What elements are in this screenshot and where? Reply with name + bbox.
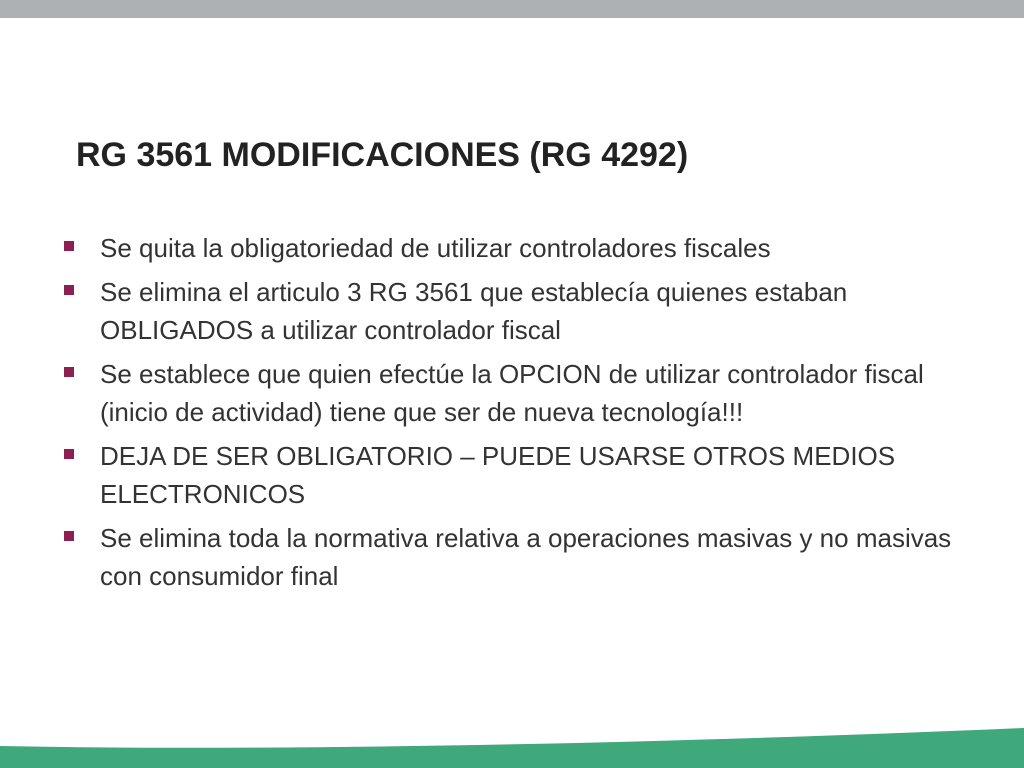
bullet-text: Se quita la obligatoriedad de utilizar controladores fiscales <box>100 233 771 263</box>
bullet-item <box>62 355 962 431</box>
bullet-item <box>62 437 962 513</box>
bottom-accent-bar <box>0 728 1024 768</box>
square-bullet-icon <box>64 241 74 251</box>
square-bullet-icon <box>64 531 74 541</box>
bottom-wave-shape <box>0 728 1024 768</box>
square-bullet-icon <box>64 367 74 377</box>
bullet-text: DEJA DE SER OBLIGATORIO – PUEDE USARSE OTROS MEDIOS ELECTRONICOS <box>100 441 896 509</box>
bullet-item <box>62 229 962 267</box>
slide-title: RG 3561 MODIFICACIONES (RG 4292) <box>76 136 689 174</box>
square-bullet-icon <box>64 449 74 459</box>
bullet-text: Se elimina toda la normativa relativa a operaciones masivas y no masivas con consumidor final <box>100 523 952 591</box>
bullet-list <box>62 229 962 601</box>
bullet-item <box>62 273 962 349</box>
top-accent-bar <box>0 0 1024 18</box>
bullet-text: Se establece que quien efectúe la OPCION de utilizar controlador fiscal (inicio de actividad) tiene que ser de nueva tecnología!!! <box>100 359 924 427</box>
square-bullet-icon <box>64 285 74 295</box>
bullet-item <box>62 519 962 595</box>
bullet-text: Se elimina el articulo 3 RG 3561 que establecía quienes estaban OBLIGADOS a utilizar controlador fiscal <box>100 277 848 345</box>
